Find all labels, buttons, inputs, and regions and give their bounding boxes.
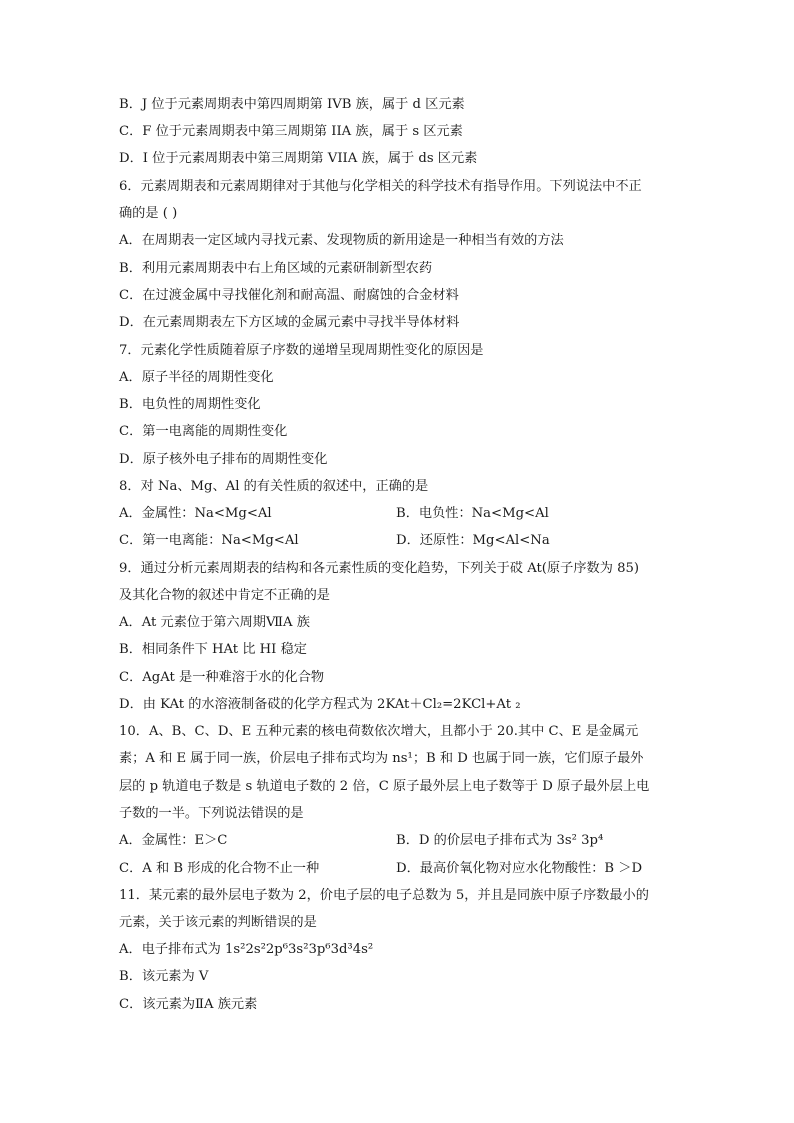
question-11-stem-cont: 元素，关于该元素的判断错误的是: [119, 915, 317, 930]
option-8a: A．金属性：Na<Mg<Al: [119, 506, 272, 521]
question-11-stem: 11．某元素的最外层电子数为 2，价电子层的电子总数为 5，并且是同族中原子序数最小的: [119, 888, 649, 903]
option-9a: A．At 元素位于第六周期ⅦA 族: [119, 615, 310, 630]
question-7-stem: 7．元素化学性质随着原子序数的递增呈现周期性变化的原因是: [119, 343, 484, 358]
option-9d: D．由 KAt 的水溶液制备砹的化学方程式为 2KAt＋Cl₂=2KCl+At ₂: [119, 697, 521, 712]
option-8b: B．电负性：Na<Mg<Al: [396, 506, 549, 521]
question-10-stem-cont2: 层的 p 轨道电子数是 s 轨道电子数的 2 倍，C 原子最外层上电子数等于 D 原子最外层上电: [119, 779, 650, 794]
option-11c: C．该元素为ⅡA 族元素: [119, 997, 258, 1012]
option-6b: B．利用元素周期表中右上角区域的元素研制新型农药: [119, 261, 433, 276]
question-6-stem: 6．元素周期表和元素周期律对于其他与化学相关的科学技术有指导作用。下列说法中不正: [119, 179, 642, 194]
option-11b: B．该元素为 V: [119, 969, 209, 984]
question-9-stem-cont: 及其化合物的叙述中肯定不正确的是: [119, 588, 330, 603]
option-10a: A．金属性：E＞C: [119, 833, 228, 848]
option-6c: C．在过渡金属中寻找催化剂和耐高温、耐腐蚀的合金材料: [119, 288, 459, 303]
option-7d: D．原子核外电子排布的周期性变化: [119, 452, 328, 467]
option-5c: C．F 位于元素周期表中第三周期第 IIA 族，属于 s 区元素: [119, 124, 463, 139]
option-9b: B．相同条件下 HAt 比 HI 稳定: [119, 642, 307, 657]
option-11a: A．电子排布式为 1s²2s²2p⁶3s²3p⁶3d³4s²: [119, 942, 374, 957]
option-7c: C．第一电离能的周期性变化: [119, 424, 288, 439]
option-10d: D．最高价氧化物对应水化物酸性：B ＞D: [396, 861, 643, 876]
option-5b: B．J 位于元素周期表中第四周期第 IVB 族，属于 d 区元素: [119, 97, 465, 112]
question-6-stem-cont: 确的是 ( ): [119, 206, 178, 221]
option-8c: C．第一电离能：Na<Mg<Al: [119, 533, 299, 548]
option-6a: A．在周期表一定区域内寻找元素、发现物质的新用途是一种相当有效的方法: [119, 233, 564, 248]
question-10-stem-cont3: 子数的一半。下列说法错误的是: [119, 806, 304, 821]
question-8-stem: 8．对 Na、Mg、Al 的有关性质的叙述中，正确的是: [119, 479, 429, 494]
question-10-stem-cont1: 素；A 和 E 属于同一族，价层电子排布式均为 ns¹；B 和 D 也属于同一族，它们原子最外: [119, 751, 644, 766]
question-10-stem: 10．A、B、C、D、E 五种元素的核电荷数依次增大，且都小于 20.其中 C、E 是金属元: [119, 724, 639, 739]
option-10b: B．D 的价层电子排布式为 3s² 3p⁴: [396, 833, 604, 848]
option-7b: B．电负性的周期性变化: [119, 397, 261, 412]
option-7a: A．原子半径的周期性变化: [119, 370, 274, 385]
option-10c: C．A 和 B 形成的化合物不止一种: [119, 861, 320, 876]
option-8d: D．还原性：Mg<Al<Na: [396, 533, 550, 548]
option-9c: C．AgAt 是一种难溶于水的化合物: [119, 670, 325, 685]
question-9-stem: 9．通过分析元素周期表的结构和各元素性质的变化趋势，下列关于砹 At(原子序数为 85): [119, 561, 639, 576]
option-5d: D．I 位于元素周期表中第三周期第 VIIA 族，属于 ds 区元素: [119, 151, 478, 166]
option-6d: D．在元素周期表左下方区域的金属元素中寻找半导体材料: [119, 315, 460, 330]
